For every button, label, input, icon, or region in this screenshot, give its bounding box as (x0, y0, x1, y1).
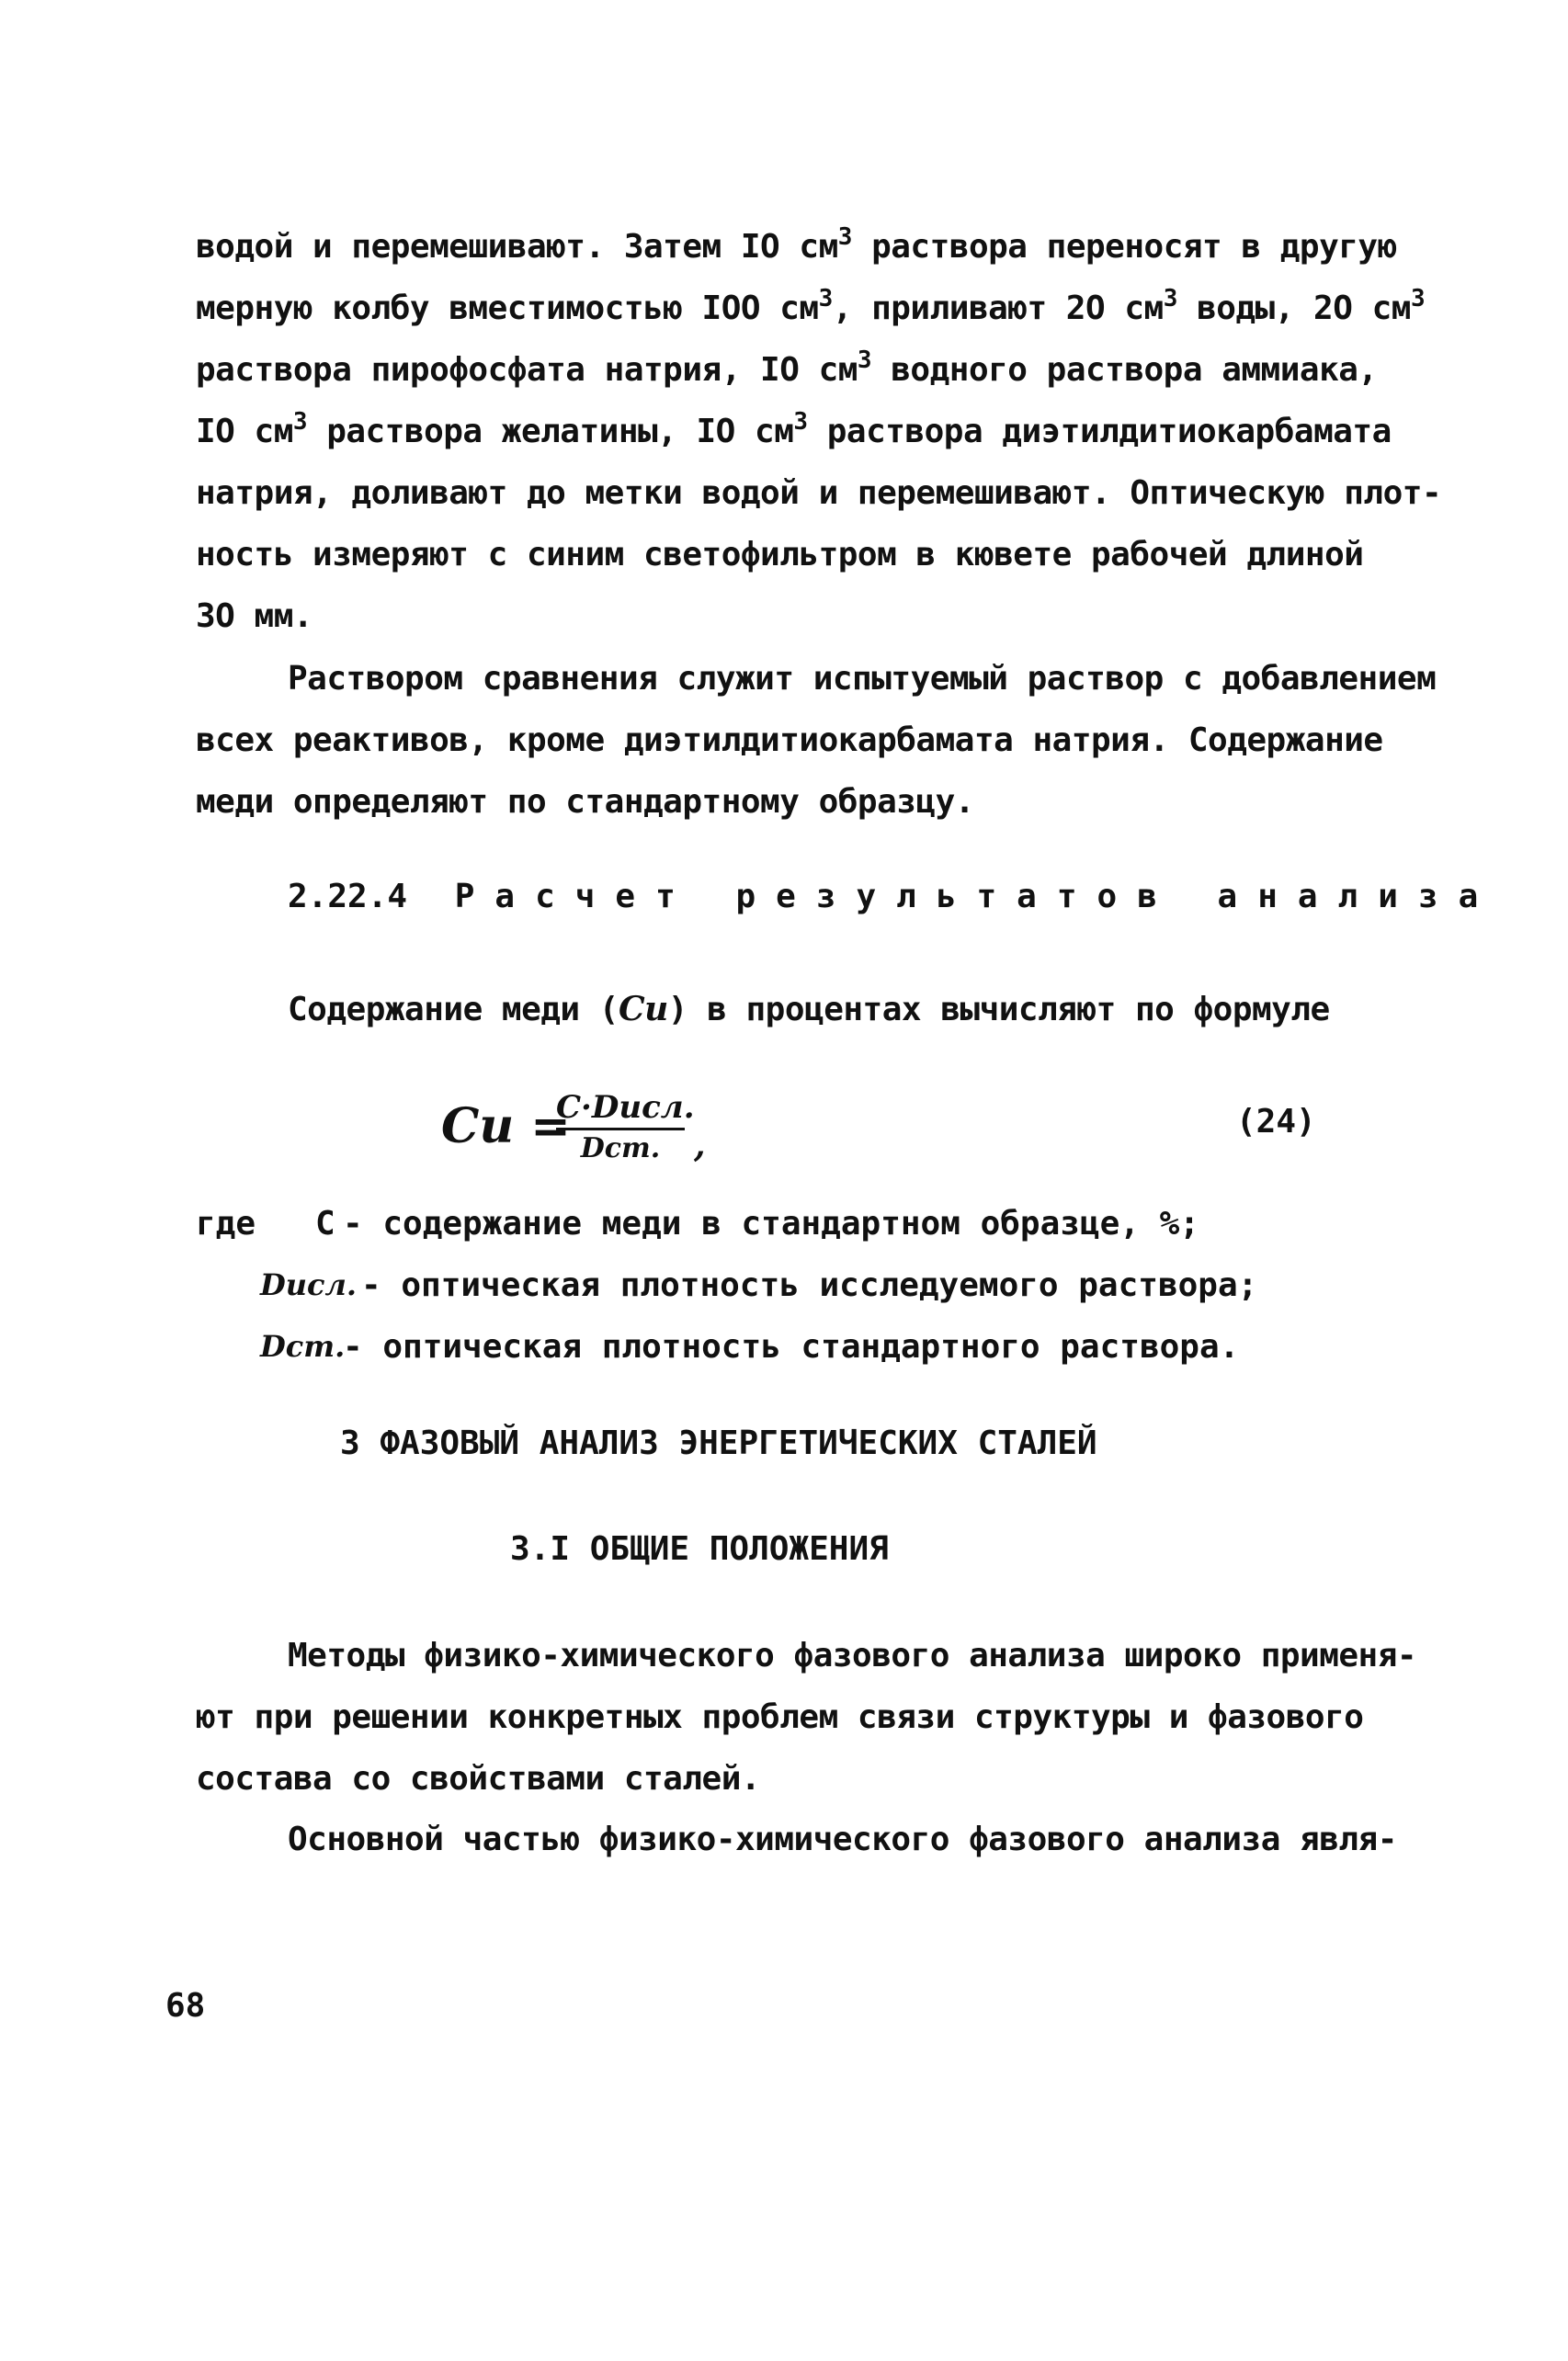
section-number: 2.22.4 (288, 878, 408, 915)
formula-intro (196, 979, 1391, 1040)
text-line: Содержание меди (Cu) в процентах вычисляют по формуле (288, 990, 1330, 1028)
legend-text: - содержание меди в стандартном образце, %; (343, 1205, 1199, 1243)
paragraph-reference-solution (196, 648, 1437, 833)
text-line: мерную колбу вместимостью IOO $см^3$, приливают 2O $см^3$ воды, 2O $см^3$ (196, 285, 1426, 327)
paragraph-methods (196, 1625, 1417, 1810)
text-line: ность измеряют с синим светофильтром в кювете рабочей длиной (196, 536, 1364, 573)
chapter-heading: 3 ФАЗОВЫЙ АНАЛИЗ ЭНЕРГЕТИЧЕСКИХ СТАЛЕЙ (340, 1425, 1097, 1462)
paragraph-procedure (196, 216, 1442, 647)
equation-number: (24) (1236, 1103, 1316, 1141)
legend-word-where: где (196, 1205, 256, 1243)
legend-symbol-d-st: Dст. (260, 1329, 346, 1364)
copper-symbol: Cu (618, 990, 668, 1028)
legend-symbol-d-isl: Dисл. (260, 1267, 358, 1302)
text-line: состава со свойствами сталей. (196, 1760, 761, 1798)
text-line: меди определяют по стандартному образцу. (196, 783, 974, 821)
section-heading-3-1: 3.I ОБЩИЕ ПОЛОЖЕНИЯ (510, 1530, 889, 1568)
legend-symbol-c: C (315, 1205, 335, 1243)
legend-text: - оптическая плотность исследуемого раствора; (361, 1266, 1258, 1304)
text-line: Раствором сравнения служит испытуемый раствор с добавлением (288, 660, 1437, 698)
formula-lhs: Cu = (441, 1098, 571, 1154)
formula-comma: , (694, 1126, 706, 1164)
text-line: 3O мм. (196, 597, 313, 635)
formula-24 (441, 1089, 846, 1181)
formula-numerator: C·Dисл. (556, 1089, 685, 1130)
page-number: 68 (165, 1987, 206, 2025)
text-line: Основной частью физико-химического фазового анализа явля- (288, 1821, 1397, 1858)
text-line: Методы физико-химического фазового анализа широко применя- (288, 1637, 1417, 1674)
section-heading-2-22-4 (288, 878, 1498, 915)
text-line: IO $см^3$ раствора желатины, IO $см^3$ раствора диэтилдитиокарбамата (196, 408, 1392, 450)
formula-fraction (556, 1089, 695, 1164)
formula-denominator: Dст. (580, 1132, 661, 1164)
section-title: Расчет результатов анализа (454, 878, 1499, 915)
text-line: водой и перемешивают. Затем IO $см^3$ раствора переносят в другую (196, 223, 1397, 266)
legend-text: - оптическая плотность стандартного раствора. (343, 1328, 1240, 1366)
text-line: натрия, доливают до метки водой и перемешивают. Оптическую плот- (196, 474, 1442, 512)
text-line: раствора пирофосфата натрия, IO $см^3$ водного раствора аммиака, (196, 346, 1378, 389)
paragraph-main-part (196, 1809, 1397, 1870)
text-line: всех реактивов, кроме диэтилдитиокарбамата натрия. Содержание (196, 721, 1383, 759)
text-line: ют при решении конкретных проблем связи структуры и фазового (196, 1698, 1364, 1736)
